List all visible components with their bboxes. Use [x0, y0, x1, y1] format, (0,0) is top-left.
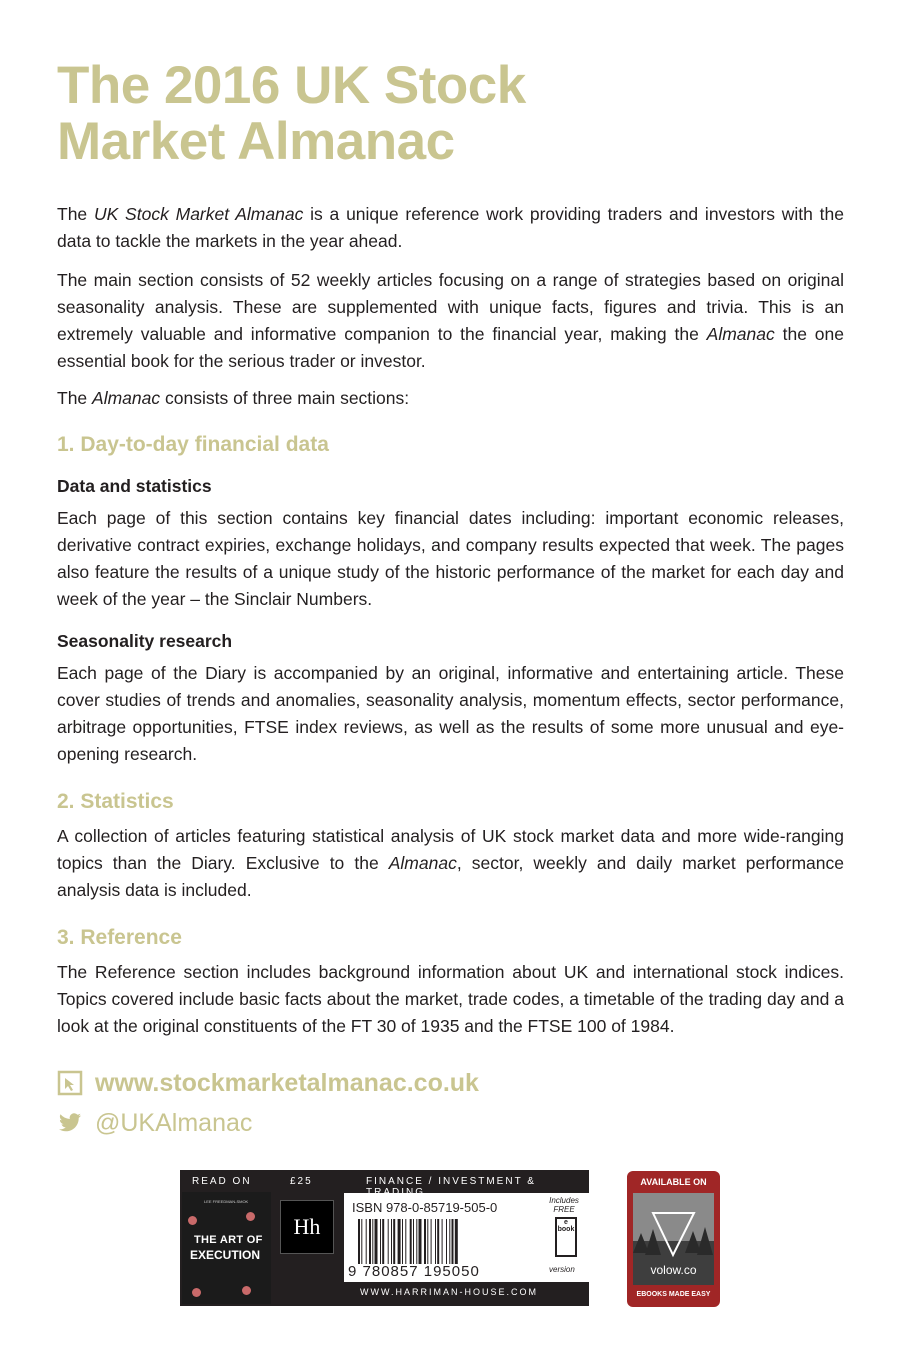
section-2-heading: 2. Statistics: [57, 790, 174, 813]
ebook-badge: e book: [555, 1217, 577, 1257]
twitter-bird-icon: [57, 1110, 83, 1136]
section-1-seasonality-text: Each page of the Diary is accompanied by an original, informative and entertaining article. These cover studies of trends and anomalies, seasonality analysis, momentum effects, sector performance, arbitrage opportunities, FTSE index reviews, as well as the results of some more unusual and eye-opening research.: [57, 663, 844, 764]
barcode-bar: [410, 1219, 412, 1264]
barcode: [358, 1219, 538, 1264]
volow-badge[interactable]: [627, 1171, 720, 1307]
section-1-subheading-data: Data and statistics: [57, 476, 212, 496]
twitter-handle[interactable]: @UKAlmanac: [95, 1108, 253, 1137]
barcode-bar: [446, 1219, 447, 1264]
website-url[interactable]: www.stockmarketalmanac.co.uk: [95, 1068, 479, 1097]
barcode-bar: [413, 1219, 414, 1264]
barcode-bar: [358, 1219, 360, 1264]
barcode-bar: [424, 1219, 426, 1264]
barcode-panel: [180, 1170, 589, 1306]
decor-dot: [246, 1212, 255, 1221]
cursor-link-icon: [57, 1070, 83, 1096]
barcode-bar: [452, 1219, 454, 1264]
barcode-bar: [391, 1219, 392, 1264]
barcode-bar: [393, 1219, 395, 1264]
barcode-digits: 9 780857 195050: [348, 1263, 480, 1280]
barcode-bar: [388, 1219, 389, 1264]
barcode-bar: [402, 1219, 403, 1264]
publisher-website[interactable]: WWW.HARRIMAN-HOUSE.COM: [360, 1287, 538, 1297]
twitter-link[interactable]: [57, 1106, 252, 1140]
decor-dot: [242, 1286, 251, 1295]
intro-paragraph-3: The Almanac consists of three main sections:: [57, 388, 410, 408]
panel-header-strip: [180, 1170, 589, 1192]
title-line-2: Market Almanac: [57, 112, 455, 171]
volow-forest-image: [633, 1193, 714, 1285]
barcode-bar: [455, 1219, 458, 1264]
section-1-subheading-seasonality: Seasonality research: [57, 631, 233, 651]
barcode-bar: [369, 1219, 371, 1264]
barcode-bar: [419, 1219, 422, 1264]
section-3-heading: 3. Reference: [57, 926, 182, 949]
decor-dot: [188, 1216, 197, 1225]
barcode-bar: [372, 1219, 373, 1264]
read-on-label: READ ON: [192, 1176, 252, 1187]
barcode-bar: [405, 1219, 406, 1264]
advert-book-cover: [182, 1192, 271, 1304]
section-1-heading: 1. Day-to-day financial data: [57, 433, 329, 456]
barcode-bar: [449, 1219, 450, 1264]
barcode-bar: [442, 1219, 443, 1264]
title-line-1: The 2016 UK Stock: [57, 56, 526, 115]
barcode-bar: [437, 1219, 439, 1264]
section-1-data-text: Each page of this section contains key financial dates including: important economic releases, derivative contract expiries, exchange holidays, and company results expected that week. The pages also feature the results of a unique study of the historic performance of the market for each day and week of the year – the Sinclair Numbers.: [57, 508, 844, 609]
barcode-bar: [380, 1219, 381, 1264]
page-title: [57, 58, 757, 170]
volow-brand: volow.co: [650, 1263, 697, 1277]
section-3-text: The Reference section includes background information about UK and international stock indices. Topics covered include basic facts about the market, trade codes, a timetable of the trading day and a look at the original constituents of the FT 30 of 1935 and the FTSE 100 of 1984.: [57, 962, 844, 1036]
barcode-bar: [366, 1219, 367, 1264]
barcode-bar: [416, 1219, 417, 1264]
decor-dot: [192, 1288, 201, 1297]
barcode-bar: [431, 1219, 432, 1264]
isbn-text: ISBN 978-0-85719-505-0: [352, 1200, 498, 1215]
barcode-bar: [398, 1219, 401, 1264]
barcode-bar: [435, 1219, 436, 1264]
publisher-logo: Hh: [280, 1200, 334, 1254]
barcode-bar: [427, 1219, 428, 1264]
volow-tagline: EBOOKS MADE EASY: [636, 1291, 711, 1298]
website-link[interactable]: [57, 1066, 479, 1100]
intro-paragraph-2: The main section consists of 52 weekly articles focusing on a range of strategies based on original seasonality analysis. These are supplemented with unique facts, figures and trivia. This is an extremely valuable and informative companion to the financial year, making the Almanac the one essential book for the serious trader or investor.: [57, 270, 845, 371]
includes-free-label: Includes FREE: [549, 1196, 579, 1214]
advert-book-title-2: EXECUTION: [190, 1248, 261, 1262]
section-2-text: A collection of articles featuring statistical analysis of UK stock market data and more wide-ranging topics than the Diary. Exclusive to the Almanac, sector, weekly and daily market performance analysis data is included.: [57, 826, 845, 900]
price-label: £25: [290, 1176, 313, 1187]
intro-paragraph-1: The UK Stock Market Almanac is a unique reference work providing traders and investors with the data to tackle the markets in the year ahead.: [57, 204, 844, 251]
isbn-box: [344, 1193, 589, 1282]
version-label: version: [549, 1265, 575, 1274]
advert-book-author: LEE FREEDMAN-SMOK: [204, 1199, 249, 1204]
volow-available-label: AVAILABLE ON: [640, 1177, 707, 1187]
barcode-bar: [375, 1219, 378, 1264]
category-label: FINANCE / INVESTMENT &: [366, 1176, 536, 1187]
advert-book-title-1: THE ART OF: [194, 1234, 263, 1246]
barcode-bar: [382, 1219, 384, 1264]
barcode-bar: [361, 1219, 362, 1264]
